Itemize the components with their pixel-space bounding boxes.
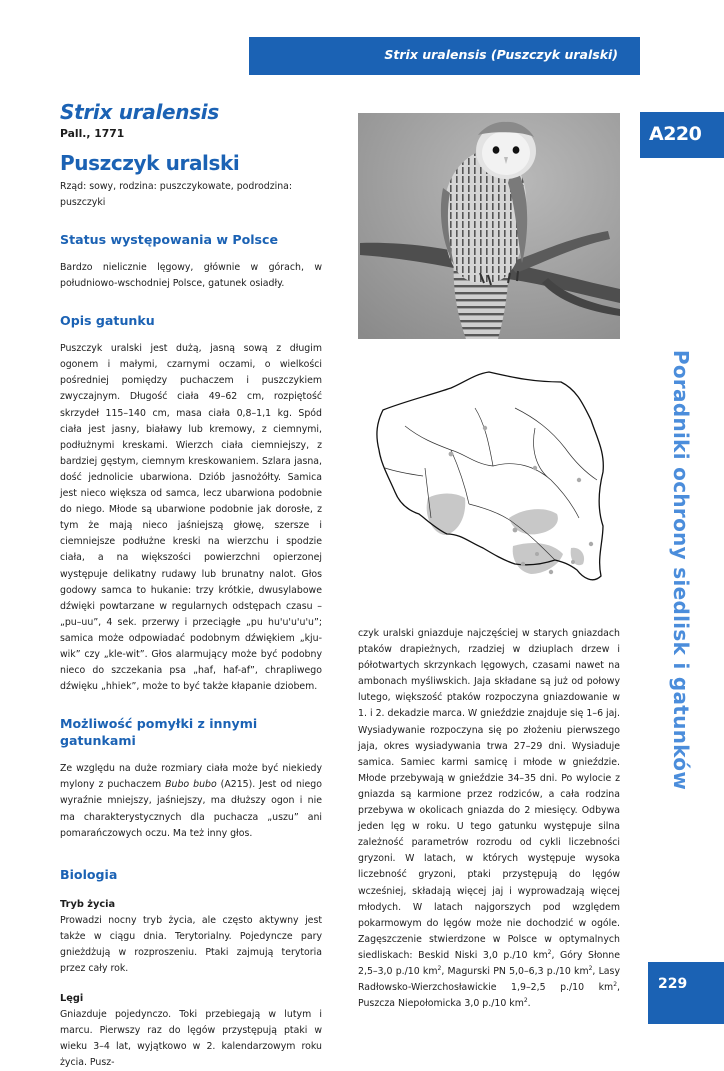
confusion-text: Ze względu na duże rozmiary ciała może być niekiedy mylony z puchaczem Bubo bubo (A215). Jest od niego wyraźnie mniejszy, jaśniejszy, ma dłuższy ogon i nie ma charakterystycznych dla puchacza „uszu” ani pomarańczowych oczu. Ma też inny głos.	[60, 763, 322, 839]
confusion-heading: Możliwość pomyłki z innymi gatunkami	[60, 716, 258, 749]
description-heading: Opis gatunku	[60, 313, 155, 329]
breeding-heading: Lęgi	[60, 993, 84, 1005]
species-code-tab	[640, 112, 724, 158]
bubo-latin-name: Bubo bubo	[165, 779, 217, 791]
latin-name: Strix uralensis	[60, 100, 219, 124]
polish-name: Puszczyk uralski	[60, 151, 240, 175]
species-author: Pall., 1771	[60, 127, 125, 140]
status-text: Bardzo nielicznie lęgowy, głównie w górach, w południowo-wschodniej Polsce, gatunek osiadły.	[60, 262, 322, 290]
biology-heading: Biologia	[60, 866, 118, 882]
activity-heading: Tryb życia	[60, 898, 116, 910]
page-number: 229	[658, 976, 688, 992]
distribution-map	[365, 368, 615, 590]
page-number-tab	[648, 962, 724, 1024]
series-title-vertical: Poradniki ochrony siedlisk i gatunków	[669, 349, 693, 791]
left-column	[60, 98, 322, 1071]
header-bar	[249, 37, 640, 75]
owl-photo	[358, 113, 620, 339]
activity-text: Prowadzi nocny tryb życia, ale często aktywny jest także w ciągu dnia. Terytorialny. Pojedyncze pary gnieżdżują w rozproszeniu. Ptaki zajmują terytoria przez cały rok.	[60, 914, 322, 974]
biology-continued-text: czyk uralski gniazduje najczęściej w starych gniazdach ptaków drapieżnych, rzadziej w dziuplach drzew i półotwartych skrzynkach lęgowych, czasami nawet na ambonach myśliwskich. Jaja składane są już od połowy lutego, większość ptaków rozpoczyna gniazdowanie w 1. i 2. dekadzie marca. W gnieździe znajduje się 1–6 jaj. Wysiadywanie rozpoczyna się po złożeniu pierwszego jaja, okres wysiadywania trwa 27–29 dni. Wysiaduje samica. Samiec karmi samicę i młode w gnieździe. Młode przebywają w gnieździe 34–35 dni. Po wylocie z gniazda są karmione przez rodziców, a cała rodzina przebywa w okolicach gniazda do 2 miesięcy. Odbywa jeden lęg w roku. U tego gatunku występuje silna zależność parametrów rozrodu od cykli liczebności gryzoni. W latach, w których występuje wysoka liczebność gryzoni, ptaki przystępują do lęgów wcześniej, składają więcej jaj i wyprowadzają więcej młodych. W latach najgorszych pod względem pokarmowym do lęgów może nie dochodzić w ogóle. Zagęszczenie stwierdzone w Polsce w optymalnych siedliskach: Beskid Niski 3,0 p./10 $km^2$, Góry Słonne 2,5–3,0 p./10 $km^2$, Magurski PN 5,0–6,3 p./10 $km^2$, Lasy Radłowsko-Wierzchosławickie 1,9–2,5 p./10 $km^2$, Puszcza Niepołomicka 3,0 p./10 $km^2$.	[358, 628, 620, 1010]
status-heading: Status występowania w Polsce	[60, 232, 279, 247]
header-title: Strix uralensis (Puszczyk uralski)	[384, 47, 618, 62]
description-text: Puszczyk uralski jest dużą, jasną sową z długim ogonem i małymi, czarnymi oczami, o wielkości pośredniej pomiędzy puchaczem i puszczykiem zwyczajnym. Długość ciała 49–62 cm, rozpiętość skrzydeł 115–140 cm, masa ciała 0,8–1,1 kg. Spód ciała jest jasny, białawy lub kremowy, z ciemnymi, podłużnymi kreskami. Wierzch ciała ciemniejszy, z bardziej gęstym, ciemnym kreskowaniem. Szlara jasna, dość jednolicie ubarwiona. Dziób jasnożółty. Samica jest nieco większa od samca, lecz ubarwiona podobnie do niego. Młode są ubarwione podobnie jak dorosłe, z tym że mają nieco jaśniejszą głowę, szersze i ciemniejsze podłużne kreski na wierzchu i spodzie ciała, a na większości powierzchni opierzonej występuje delikatny rudawy lub brunatny nalot. Głos godowy samca to hukanie: trzy krótkie, dwusylabowe dźwięki powtarzane w regularnych odstępach czasu – „pu–uu”, 4 sek. przerwy i przeciągłe „pu hu'u'u'u'u”; samica może odpowiadać podobnym dźwiękiem „kju-wik” czy „kle-wit”. Głos alarmujący może być podobny nieco do szczekania psa „haf, haf-af”, chrapliwego dźwięku „hhiek”, może to być także kłapanie dziobem.	[60, 343, 322, 693]
taxonomy: Rząd: sowy, rodzina: puszczykowate, podrodzina: puszczyki	[60, 181, 293, 208]
species-code: A220	[649, 123, 702, 145]
breeding-text: Gniazduje pojedynczo. Toki przebiegają w lutym i marcu. Pierwszy raz do lęgów przystępują ptaki w wieku 3–4 lat, wyjątkowo w 2. kalendarzowym roku życia. Pusz-	[60, 1009, 322, 1069]
